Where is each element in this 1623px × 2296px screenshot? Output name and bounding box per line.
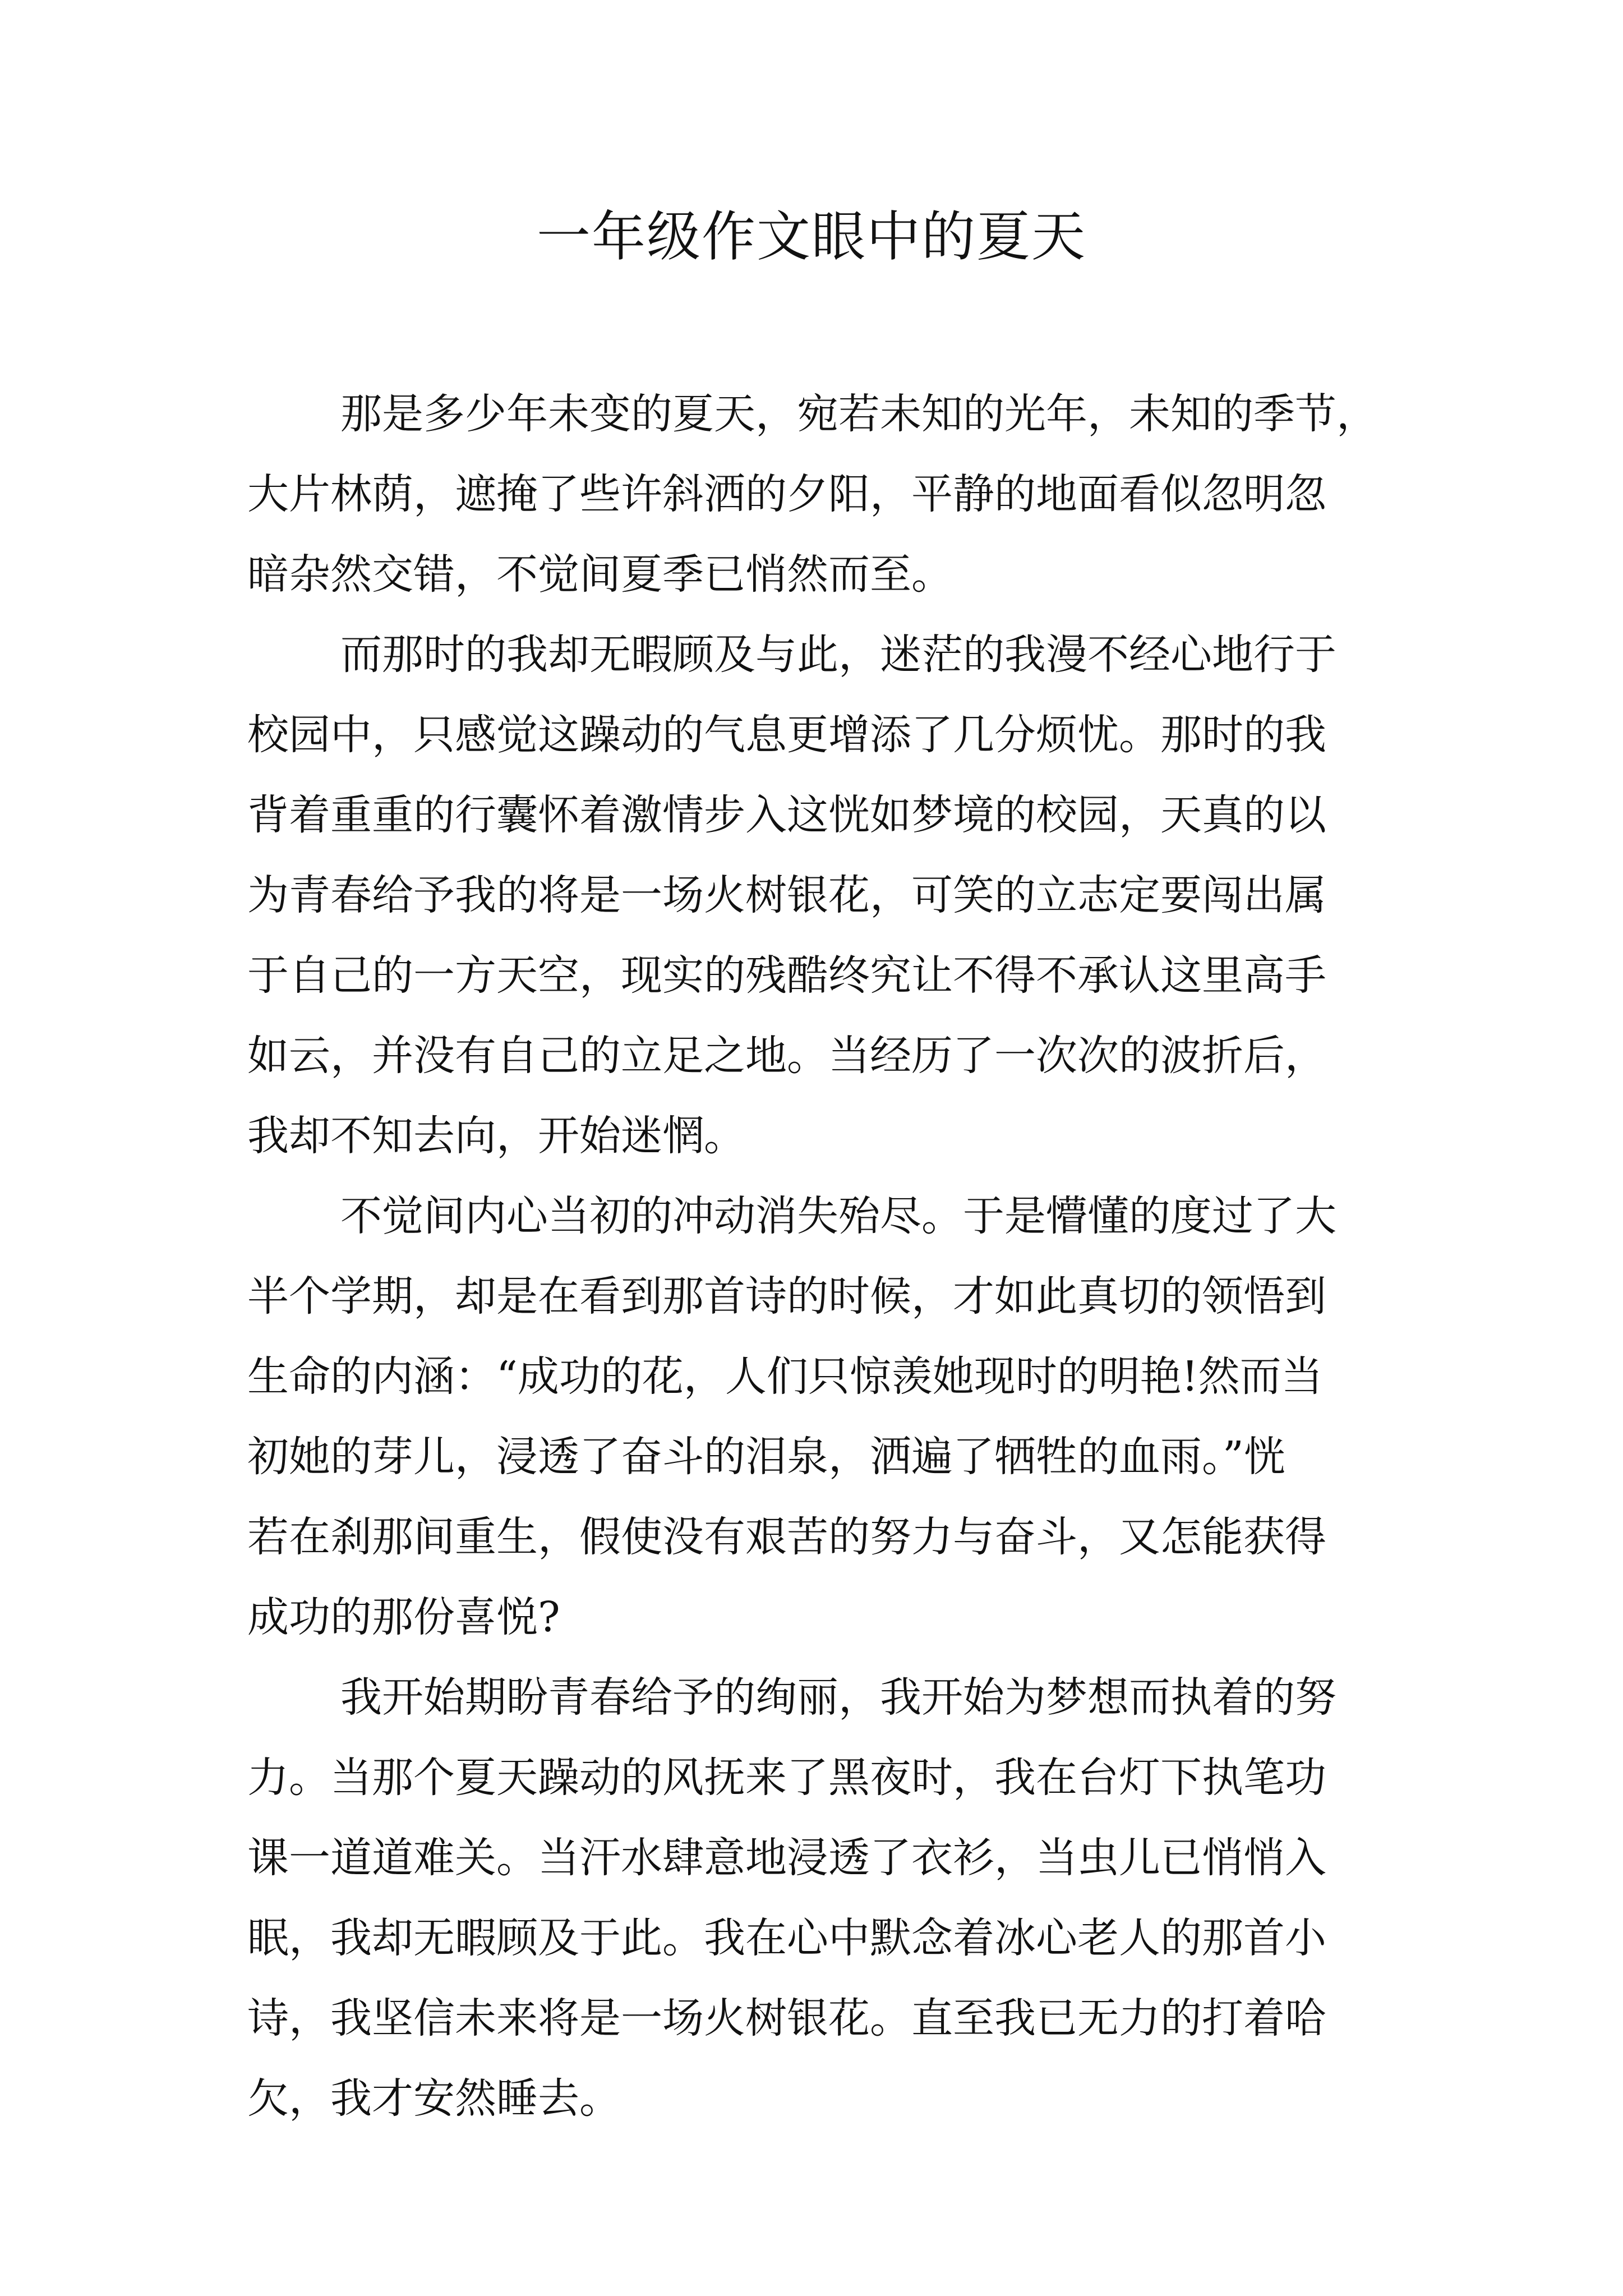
text-line: 半个学期，却是在看到那首诗的时候，才如此真切的领悟到 — [247, 1272, 1326, 1320]
text-line: 力。当那个夏天躁动的风抚来了黑夜时，我在台灯下执笔功 — [247, 1754, 1326, 1802]
text-line: 不觉间内心当初的冲动消失殆尽。于是懵懂的度过了大 — [340, 1192, 1336, 1240]
text-line: 眠，我却无暇顾及于此。我在心中默念着冰心老人的那首小 — [247, 1914, 1326, 1962]
text-line: 欠，我才安然睡去。 — [247, 2074, 621, 2123]
text-line: 大片林荫，遮掩了些许斜洒的夕阳，平静的地面看似忽明忽 — [247, 470, 1326, 518]
text-line: 于自己的一方天空，现实的残酷终究让不得不承认这里高手 — [247, 951, 1326, 1000]
paragraph-3 — [247, 1176, 1380, 1658]
paragraph-1 — [247, 374, 1380, 615]
text-line: 成功的那份喜悦? — [247, 1593, 560, 1641]
document-body — [247, 374, 1380, 2139]
paragraph-4 — [247, 1658, 1380, 2139]
text-line: 生命的内涵：“成功的花，人们只惊羡她现时的明艳!然而当 — [247, 1352, 1323, 1401]
text-line: 暗杂然交错，不觉间夏季已悄然而至。 — [247, 550, 953, 599]
text-line: 若在刹那间重生，假使没有艰苦的努力与奋斗，又怎能获得 — [247, 1513, 1326, 1561]
text-line: 我开始期盼青春给予的绚丽，我开始为梦想而执着的努 — [340, 1673, 1336, 1722]
text-line: 那是多少年未变的夏天，宛若未知的光年，未知的季节， — [340, 390, 1378, 438]
text-line: 为青春给予我的将是一场火树银花，可笑的立志定要闯出属 — [247, 871, 1326, 919]
text-line: 初她的芽儿，浸透了奋斗的泪泉，洒遍了牺牲的血雨。”恍 — [247, 1433, 1285, 1481]
text-line: 而那时的我却无暇顾及与此，迷茫的我漫不经心地行于 — [340, 631, 1336, 679]
text-line: 课一道道难关。当汗水肆意地浸透了衣衫，当虫儿已悄悄入 — [247, 1834, 1326, 1882]
text-line: 我却不知去向，开始迷惘。 — [247, 1112, 745, 1160]
text-line: 背着重重的行囊怀着激情步入这恍如梦境的校园，天真的以 — [247, 791, 1326, 839]
text-line: 诗，我坚信未来将是一场火树银花。直至我已无力的打着哈 — [247, 1994, 1326, 2042]
paragraph-2 — [247, 615, 1380, 1176]
text-line: 校园中，只感觉这躁动的气息更增添了几分烦忧。那时的我 — [247, 711, 1326, 759]
text-line: 如云，并没有自己的立足之地。当经历了一次次的波折后， — [247, 1032, 1326, 1080]
document-title: 一年级作文眼中的夏天 — [537, 205, 1086, 268]
